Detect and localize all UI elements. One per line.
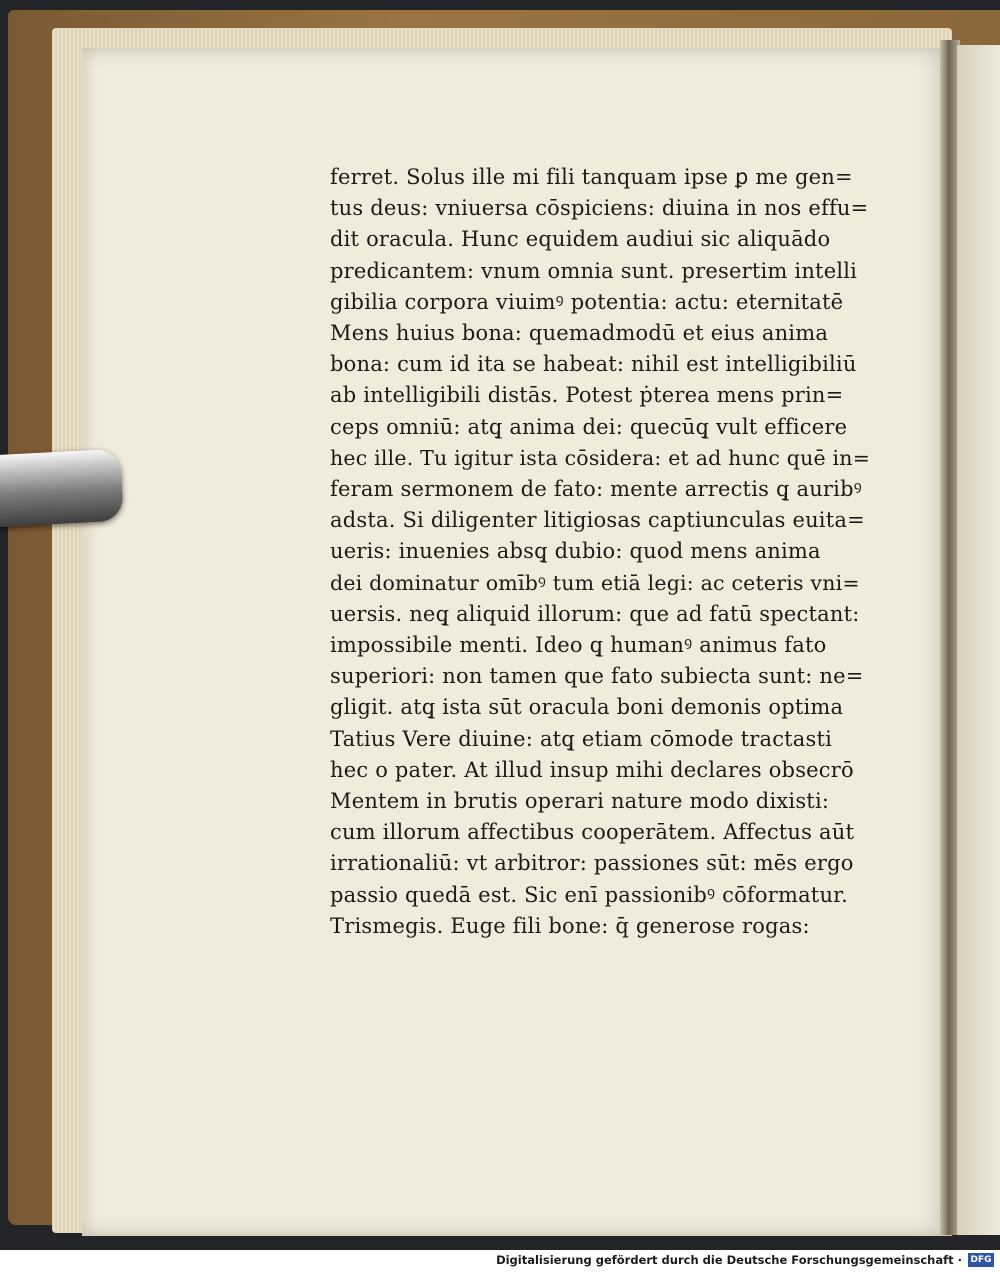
text-line: dei dominatur omībꝰ tum etiā legi: ac ceteris vni= [330,570,860,595]
dfg-logo-icon: DFG [968,1253,994,1267]
text-line: uersis. neq̧ aliquid illorum: que ad fatū spectant: [330,601,860,626]
text-line: hec o pater. At illud insup mihi declares obsecrō [330,757,854,782]
text-line: ferret. Solus ille mi fili tanquam ipse ꝑ me gen= [330,165,853,189]
text-line: adsta. Si diligenter litigiosas captiunculas euita= [330,508,865,533]
text-line: irrationaliū: vt arbitror: passiones sūt: mēs ergo [330,851,854,876]
text-line: bona: cum id ita se habeat: nihil est intelligibiliū [330,352,857,377]
text-line: Mentem in brutis operari nature modo dixisti: [330,789,830,814]
text-line: ueris: inuenies absq̧ dubio: quod mens anima [330,539,821,564]
text-line: predicantem: vnum omnia sunt. presertim intelli [330,258,858,283]
page-clamp [0,449,124,528]
text-line: impossibile menti. Ideo q̧ humanꝰ animus fato [330,633,827,658]
funding-credit: Digitalisierung gefördert durch die Deutsche Forschungsgemeinschaft · [496,1253,962,1267]
text-line: ab intelligibili distās. Potest ṗterea mens prin= [330,383,844,408]
text-line: dit oracula. Hunc equidem audiui sic aliquādo [330,227,831,252]
text-line: cum illorum affectibus cooperātem. Affectus aūt [330,820,855,845]
text-line: Tatius Vere diuine: atq̧ etiam cōmode tractasti [330,726,833,751]
text-line: hec ille. Tu igitur ista cōsidera: et ad hunc quē in= [330,445,871,470]
text-line: Mens huius bona: quemadmodū et eius anima [330,321,829,346]
text-line: passio quedā est. Sic enī passionibꝰ cōformatur. [330,882,848,907]
text-line: superiori: non tamen que fato subiecta sunt: ne= [330,664,864,689]
text-line: feram sermonem de fato: mente arrectis q̧ auribꝰ [330,477,862,502]
facing-page [957,45,1000,1235]
text-line: gligit. atq̧ ista sūt oracula boni demonis optima [330,695,844,720]
text-line: Trismegis. Euge fili bone: q̄ generose rogas: [330,913,810,938]
text-line: tus deus: vniuersa cōspiciens: diuina in nos effu= [330,196,869,221]
text-line: gibilia corpora viuimꝰ potentia: actu: eternitatē [330,289,844,314]
page-text [330,162,870,942]
text-line: ceps omniū: atq̧ anima dei: quecūq̧ vult efficere [330,414,848,439]
footer-bar [0,1250,1000,1272]
